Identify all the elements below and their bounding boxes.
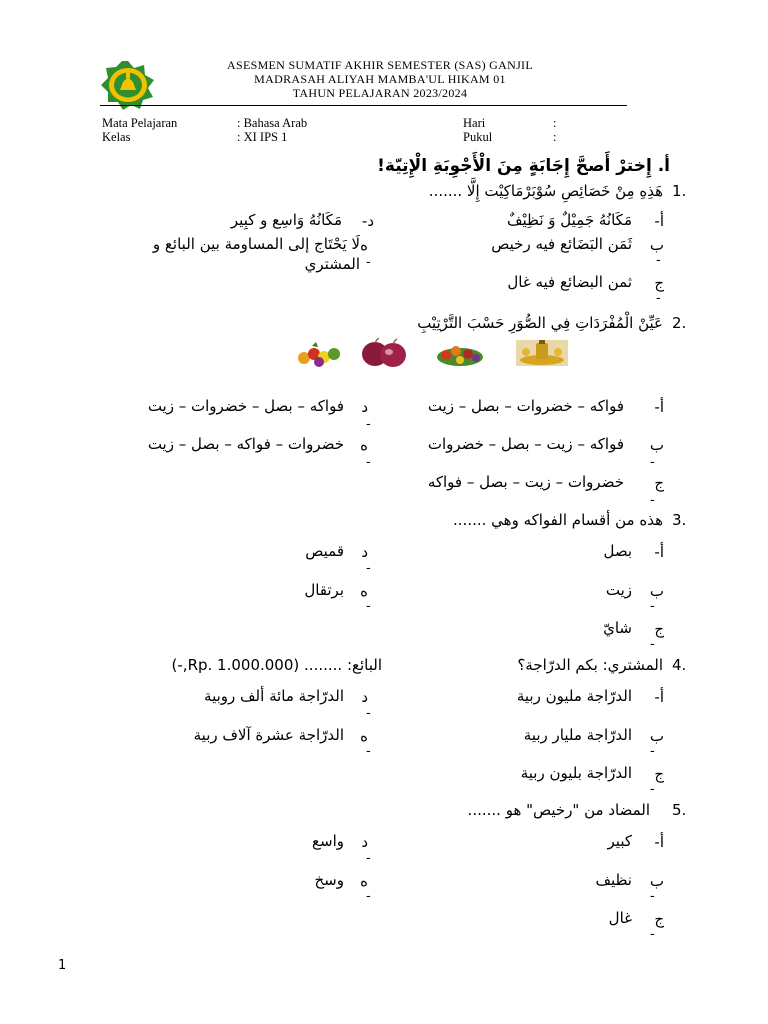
option-c-label: ج: [654, 620, 664, 638]
option-a-label: أ-: [654, 543, 664, 561]
option-a: مَكَانُهُ جَمِيْلٌ وَ نَظِيْفٌ: [506, 211, 632, 229]
page-number: 1: [58, 958, 67, 973]
option-d-label: د: [361, 398, 368, 416]
onions-picture: [358, 338, 410, 368]
option-dash: -: [366, 455, 371, 470]
subject-value: : Bahasa Arab: [237, 116, 308, 130]
option-dash: -: [366, 744, 371, 759]
day-value: :: [553, 116, 557, 130]
option-dash: -: [366, 851, 371, 866]
option-dash: -: [650, 637, 655, 652]
option-c-label: ج: [654, 474, 664, 492]
question-text: المضاد من "رخيص" هو .......: [467, 801, 650, 819]
option-dash: -: [650, 744, 655, 759]
option-a-label: أ-: [654, 833, 664, 851]
option-b: نظيف: [595, 871, 632, 889]
question-text: هَذِهِ مِنْ خَصَائِصِ سُوْبَرْمَاكِيْت إِلَّا .......: [428, 182, 663, 200]
time-value: :: [553, 130, 557, 144]
option-d: فواكه – بصل – خضروات – زيت: [147, 397, 344, 415]
option-e: خضروات – فواكه – بصل – زيت: [147, 435, 344, 453]
question-text: المشتري: بكم الدرّاجة؟: [517, 656, 663, 674]
option-dash: -: [656, 253, 661, 268]
option-dash: -: [366, 255, 371, 270]
section-title: أ. إِخترْ أَصحَّ إِجَابَةٍ مِنَ الْأَجْوِبَةِ الْإِتِيّة!: [377, 156, 670, 176]
day-label: Hari: [463, 116, 486, 130]
option-dash: -: [366, 889, 371, 904]
oil-picture: [516, 340, 568, 366]
option-e: لَا يَحْتَاج إلى المساومة بين البائع و المشتري: [152, 235, 360, 273]
option-c: خضروات – زيت – بصل – فواكه: [427, 473, 624, 491]
option-e: الدرّاجة عشرة آلاف ربية: [193, 726, 344, 744]
option-d: الدرّاجة مائة ألف روبية: [204, 687, 344, 705]
option-c: غال: [608, 909, 632, 927]
option-a: بصل: [603, 542, 632, 560]
option-c-label: ج: [654, 910, 664, 928]
option-dash: -: [366, 561, 371, 576]
option-d-label: د: [361, 543, 368, 561]
header-year: TAHUN PELAJARAN 2023/2024: [292, 86, 468, 100]
option-dash: -: [366, 706, 371, 721]
question-text: عَيِّنْ الْمُفْرَدَاتِ فِي الصُّوَرِ حَسْبَ التَّرْتِيْبِ: [417, 314, 663, 332]
option-c-label: ج: [654, 765, 664, 783]
option-dash: -: [366, 417, 371, 432]
class-label: Kelas: [102, 130, 131, 144]
option-d: قميص: [305, 542, 344, 560]
header-school: MADRASAH ALIYAH MAMBA'UL HIKAM 01: [254, 72, 506, 86]
option-b: الدرّاجة مليار ربية: [523, 726, 632, 744]
fruits-picture: [294, 342, 346, 368]
option-a-label: أ-: [654, 688, 664, 706]
option-e-label: ه: [360, 236, 368, 254]
option-a: كبير: [607, 832, 632, 850]
question-number: 5.: [672, 801, 687, 819]
option-e: وسخ: [314, 871, 344, 889]
question-text: هذه من أقسام الفواكه وهي .......: [453, 511, 663, 529]
question-number: 1.: [672, 182, 687, 200]
question-number: 3.: [672, 511, 687, 529]
option-c-label: ج: [654, 274, 664, 292]
option-b-label: ب: [649, 727, 664, 745]
option-e: برتقال: [304, 581, 344, 599]
option-d-label: د: [361, 688, 368, 706]
option-a-label: أ-: [654, 212, 664, 230]
question-text-answer: البائع: ........ (Rp. 1.000.000,-): [171, 656, 382, 674]
class-value: : XI IPS 1: [237, 130, 288, 144]
option-d-label: د-: [361, 212, 374, 230]
option-b: ثَمَن البَضَائع فيه رخيص: [491, 235, 632, 253]
option-a: فواكه – خضروات – بصل – زيت: [427, 397, 624, 415]
time-label: Pukul: [463, 130, 493, 144]
option-b-label: ب: [649, 436, 664, 454]
header-title: ASESMEN SUMATIF AKHIR SEMESTER (SAS) GANJIL: [227, 58, 533, 72]
question-number: 2.: [672, 314, 687, 332]
subject-label: Mata Pelajaran: [102, 116, 178, 130]
option-a: الدرّاجة مليون ربية: [516, 687, 632, 705]
option-a-label: أ-: [654, 398, 664, 416]
option-b: فواكه – زيت – بصل – خضروات: [427, 435, 624, 453]
option-dash: -: [656, 291, 661, 306]
option-b-label: ب: [649, 872, 664, 890]
header-rule: [100, 105, 627, 106]
option-c: شايّ: [603, 619, 632, 637]
option-b-label: ب: [649, 582, 664, 600]
school-logo: [100, 60, 156, 110]
option-dash: -: [650, 782, 655, 797]
option-c: ثمن البضائع فيه غال: [507, 273, 632, 291]
option-d-label: د: [361, 833, 368, 851]
question-number: 4.: [672, 656, 687, 674]
option-e-label: ه: [360, 872, 368, 890]
option-b: زيت: [605, 581, 632, 599]
option-dash: -: [650, 927, 655, 942]
option-e-label: ه: [360, 582, 368, 600]
option-dash: -: [366, 599, 371, 614]
option-b-label: ب: [649, 236, 664, 254]
option-dash: -: [650, 599, 655, 614]
option-dash: -: [650, 455, 655, 470]
option-e-label: ه: [360, 436, 368, 454]
option-c: الدرّاجة بليون ربية: [520, 764, 632, 782]
option-dash: -: [650, 889, 655, 904]
option-e-label: ه: [360, 727, 368, 745]
option-d: واسع: [312, 832, 344, 850]
option-dash: -: [650, 493, 655, 508]
option-d: مَكَانُهُ وَاسِع و كبِير: [230, 211, 342, 229]
vegetables-picture: [434, 342, 486, 368]
